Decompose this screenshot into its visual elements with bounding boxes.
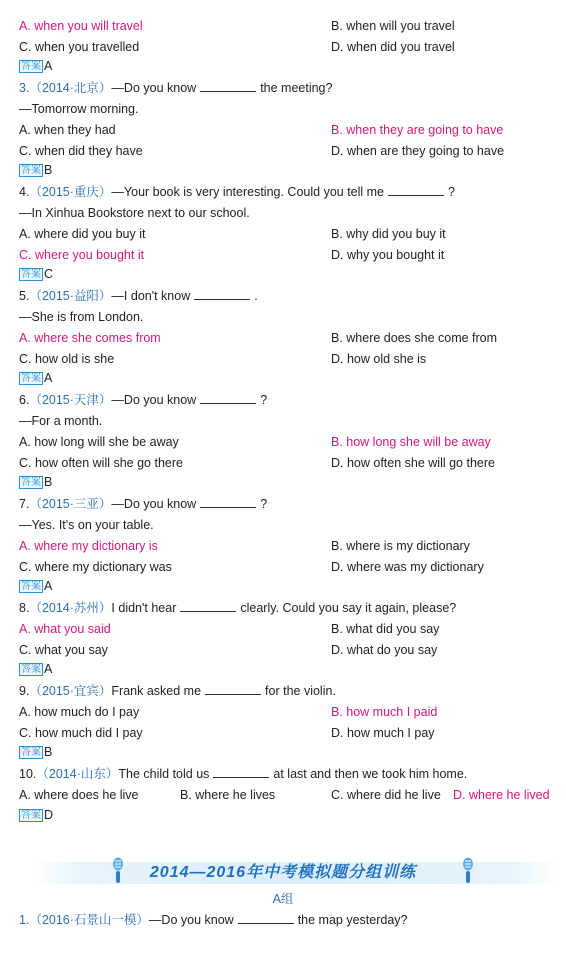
q4-stem xyxy=(19,184,455,200)
q8-stem-after: clearly. Could you say it again, please? xyxy=(240,601,457,615)
answer-value: A xyxy=(44,579,53,593)
q4-answer xyxy=(19,266,53,282)
answer-badge: 答案 xyxy=(21,477,41,489)
q7-reply: —Yes. It's on your table. xyxy=(19,518,154,532)
q8-option-d: D. what do you say xyxy=(331,643,438,657)
q3-option-d: D. when are they going to have xyxy=(331,144,505,158)
q8-answer xyxy=(19,661,52,677)
q8-option-c: C. what you say xyxy=(19,643,108,657)
answer-value: C xyxy=(44,267,54,281)
q3-stem-before: —Do you know xyxy=(111,81,197,95)
next-q1-blank xyxy=(238,912,294,924)
q10-option-c: C. where did he live xyxy=(331,788,441,802)
q3-source-tag: （2014·北京） xyxy=(29,81,112,95)
q10-option-a: A. where does he live xyxy=(19,788,139,802)
q5-option-a: A. where she comes from xyxy=(19,331,161,345)
q9-stem-before: Frank asked me xyxy=(111,684,202,698)
answer-badge: 答案 xyxy=(21,61,41,73)
q7-option-a: A. where my dictionary is xyxy=(19,539,158,553)
q7-option-d: D. where was my dictionary xyxy=(331,560,484,574)
q6-option-b: B. how long she will be away xyxy=(331,435,491,449)
q3-option-c: C. when did they have xyxy=(19,144,143,158)
q6-reply: —For a month. xyxy=(19,414,103,428)
answer-value: B xyxy=(44,475,53,489)
q6-stem-after: ? xyxy=(260,393,268,407)
q5-number: 5. xyxy=(19,289,30,303)
q5-blank xyxy=(194,288,250,300)
q9-answer xyxy=(19,744,52,760)
q4-option-b: B. why did you buy it xyxy=(331,227,446,241)
q10-stem xyxy=(19,766,467,782)
answer-value: A xyxy=(44,371,53,385)
answer-badge: 答案 xyxy=(21,269,41,281)
next-q1-stem-after: the map yesterday? xyxy=(297,913,408,927)
q4-blank xyxy=(388,184,444,196)
answer-value: B xyxy=(44,163,53,177)
q5-option-d: D. how old she is xyxy=(331,352,427,366)
q3-stem xyxy=(19,80,332,96)
q10-blank xyxy=(213,766,269,778)
q3-reply: —Tomorrow morning. xyxy=(19,102,139,116)
q10-number: 10. xyxy=(19,767,37,781)
q8-option-b: B. what did you say xyxy=(331,622,440,636)
q10-option-d: D. where he lived xyxy=(453,788,550,802)
q7-stem-before: —Do you know xyxy=(111,497,197,511)
q5-stem-after: . xyxy=(254,289,258,303)
q6-number: 6. xyxy=(19,393,30,407)
q9-option-b: B. how much I paid xyxy=(331,705,438,719)
q9-option-c: C. how much did I pay xyxy=(19,726,143,740)
q10-source-tag: （2014·山东） xyxy=(36,767,119,781)
group-label: A组 xyxy=(272,892,294,906)
q6-stem xyxy=(19,392,267,408)
q4-number: 4. xyxy=(19,185,30,199)
q4-source-tag: （2015·重庆） xyxy=(29,185,112,199)
q2-option-b: B. when will you travel xyxy=(331,19,455,33)
q8-stem xyxy=(19,600,456,616)
q5-stem xyxy=(19,288,258,304)
q9-option-a: A. how much do I pay xyxy=(19,705,140,719)
answer-value: A xyxy=(44,662,53,676)
q7-number: 7. xyxy=(19,497,30,511)
q4-stem-before: —Your book is very interesting. Could you tell me xyxy=(111,185,385,199)
q5-option-c: C. how old is she xyxy=(19,352,115,366)
q8-stem-before: I didn't hear xyxy=(111,601,177,615)
answer-badge: 答案 xyxy=(21,810,41,822)
q3-blank xyxy=(200,80,256,92)
q4-option-d: D. why you bought it xyxy=(331,248,445,262)
next-q1-stem xyxy=(19,912,407,928)
q2-option-d: D. when did you travel xyxy=(331,40,455,54)
q3-option-b: B. when they are going to have xyxy=(331,123,504,137)
q8-source-tag: （2014·苏州） xyxy=(29,601,112,615)
q2-option-c: C. when you travelled xyxy=(19,40,140,54)
q3-stem-after: the meeting? xyxy=(260,81,333,95)
q7-source-tag: （2015·三亚） xyxy=(29,497,112,511)
q6-option-a: A. how long will she be away xyxy=(19,435,179,449)
q6-answer xyxy=(19,474,52,490)
q6-blank xyxy=(200,392,256,404)
q4-stem-after: ? xyxy=(448,185,455,199)
answer-value: D xyxy=(44,808,54,822)
q8-number: 8. xyxy=(19,601,30,615)
q6-stem-before: —Do you know xyxy=(111,393,197,407)
answer-badge: 答案 xyxy=(21,664,41,676)
q9-stem-after: for the violin. xyxy=(265,684,336,698)
q6-source-tag: （2015·天津） xyxy=(29,393,112,407)
q4-option-a: A. where did you buy it xyxy=(19,227,146,241)
q9-blank xyxy=(205,683,261,695)
q5-stem-before: —I don't know xyxy=(111,289,191,303)
q8-blank xyxy=(180,600,236,612)
q9-stem xyxy=(19,683,336,699)
q2-answer xyxy=(19,58,52,74)
q7-stem-after: ? xyxy=(260,497,268,511)
q5-reply: —She is from London. xyxy=(19,310,144,324)
q8-option-a: A. what you said xyxy=(19,622,111,636)
q7-stem xyxy=(19,496,267,512)
q9-number: 9. xyxy=(19,684,30,698)
answer-value: A xyxy=(44,59,53,73)
q9-source-tag: （2015·宜宾） xyxy=(29,684,112,698)
q6-option-c: C. how often will she go there xyxy=(19,456,183,470)
q10-answer xyxy=(19,807,53,823)
microphone-icon xyxy=(462,857,474,885)
next-q1-number: 1. xyxy=(19,913,30,927)
answer-badge: 答案 xyxy=(21,165,41,177)
section-title: 2014—2016年中考模拟题分组训练 xyxy=(149,864,417,881)
q3-answer xyxy=(19,162,52,178)
answer-badge: 答案 xyxy=(21,581,41,593)
q3-option-a: A. when they had xyxy=(19,123,116,137)
q9-option-d: D. how much I pay xyxy=(331,726,435,740)
q5-option-b: B. where does she come from xyxy=(331,331,498,345)
q3-number: 3. xyxy=(19,81,30,95)
q10-stem-before: The child told us xyxy=(118,767,210,781)
q10-stem-after: at last and then we took him home. xyxy=(273,767,468,781)
q7-blank xyxy=(200,496,256,508)
q7-option-c: C. where my dictionary was xyxy=(19,560,172,574)
next-q1-stem-before: —Do you know xyxy=(148,913,234,927)
q7-option-b: B. where is my dictionary xyxy=(331,539,470,553)
q4-option-c: C. where you bought it xyxy=(19,248,145,262)
q5-source-tag: （2015·益阳） xyxy=(29,289,112,303)
q10-option-b: B. where he lives xyxy=(180,788,276,802)
q6-option-d: D. how often she will go there xyxy=(331,456,495,470)
answer-badge: 答案 xyxy=(21,373,41,385)
q7-answer xyxy=(19,578,52,594)
q5-answer xyxy=(19,370,52,386)
answer-badge: 答案 xyxy=(21,747,41,759)
q4-reply: —In Xinhua Bookstore next to our school. xyxy=(19,206,250,220)
answer-value: B xyxy=(44,745,53,759)
next-q1-source-tag: （2016·石景山一模） xyxy=(29,913,149,927)
q2-option-a: A. when you will travel xyxy=(19,19,143,33)
